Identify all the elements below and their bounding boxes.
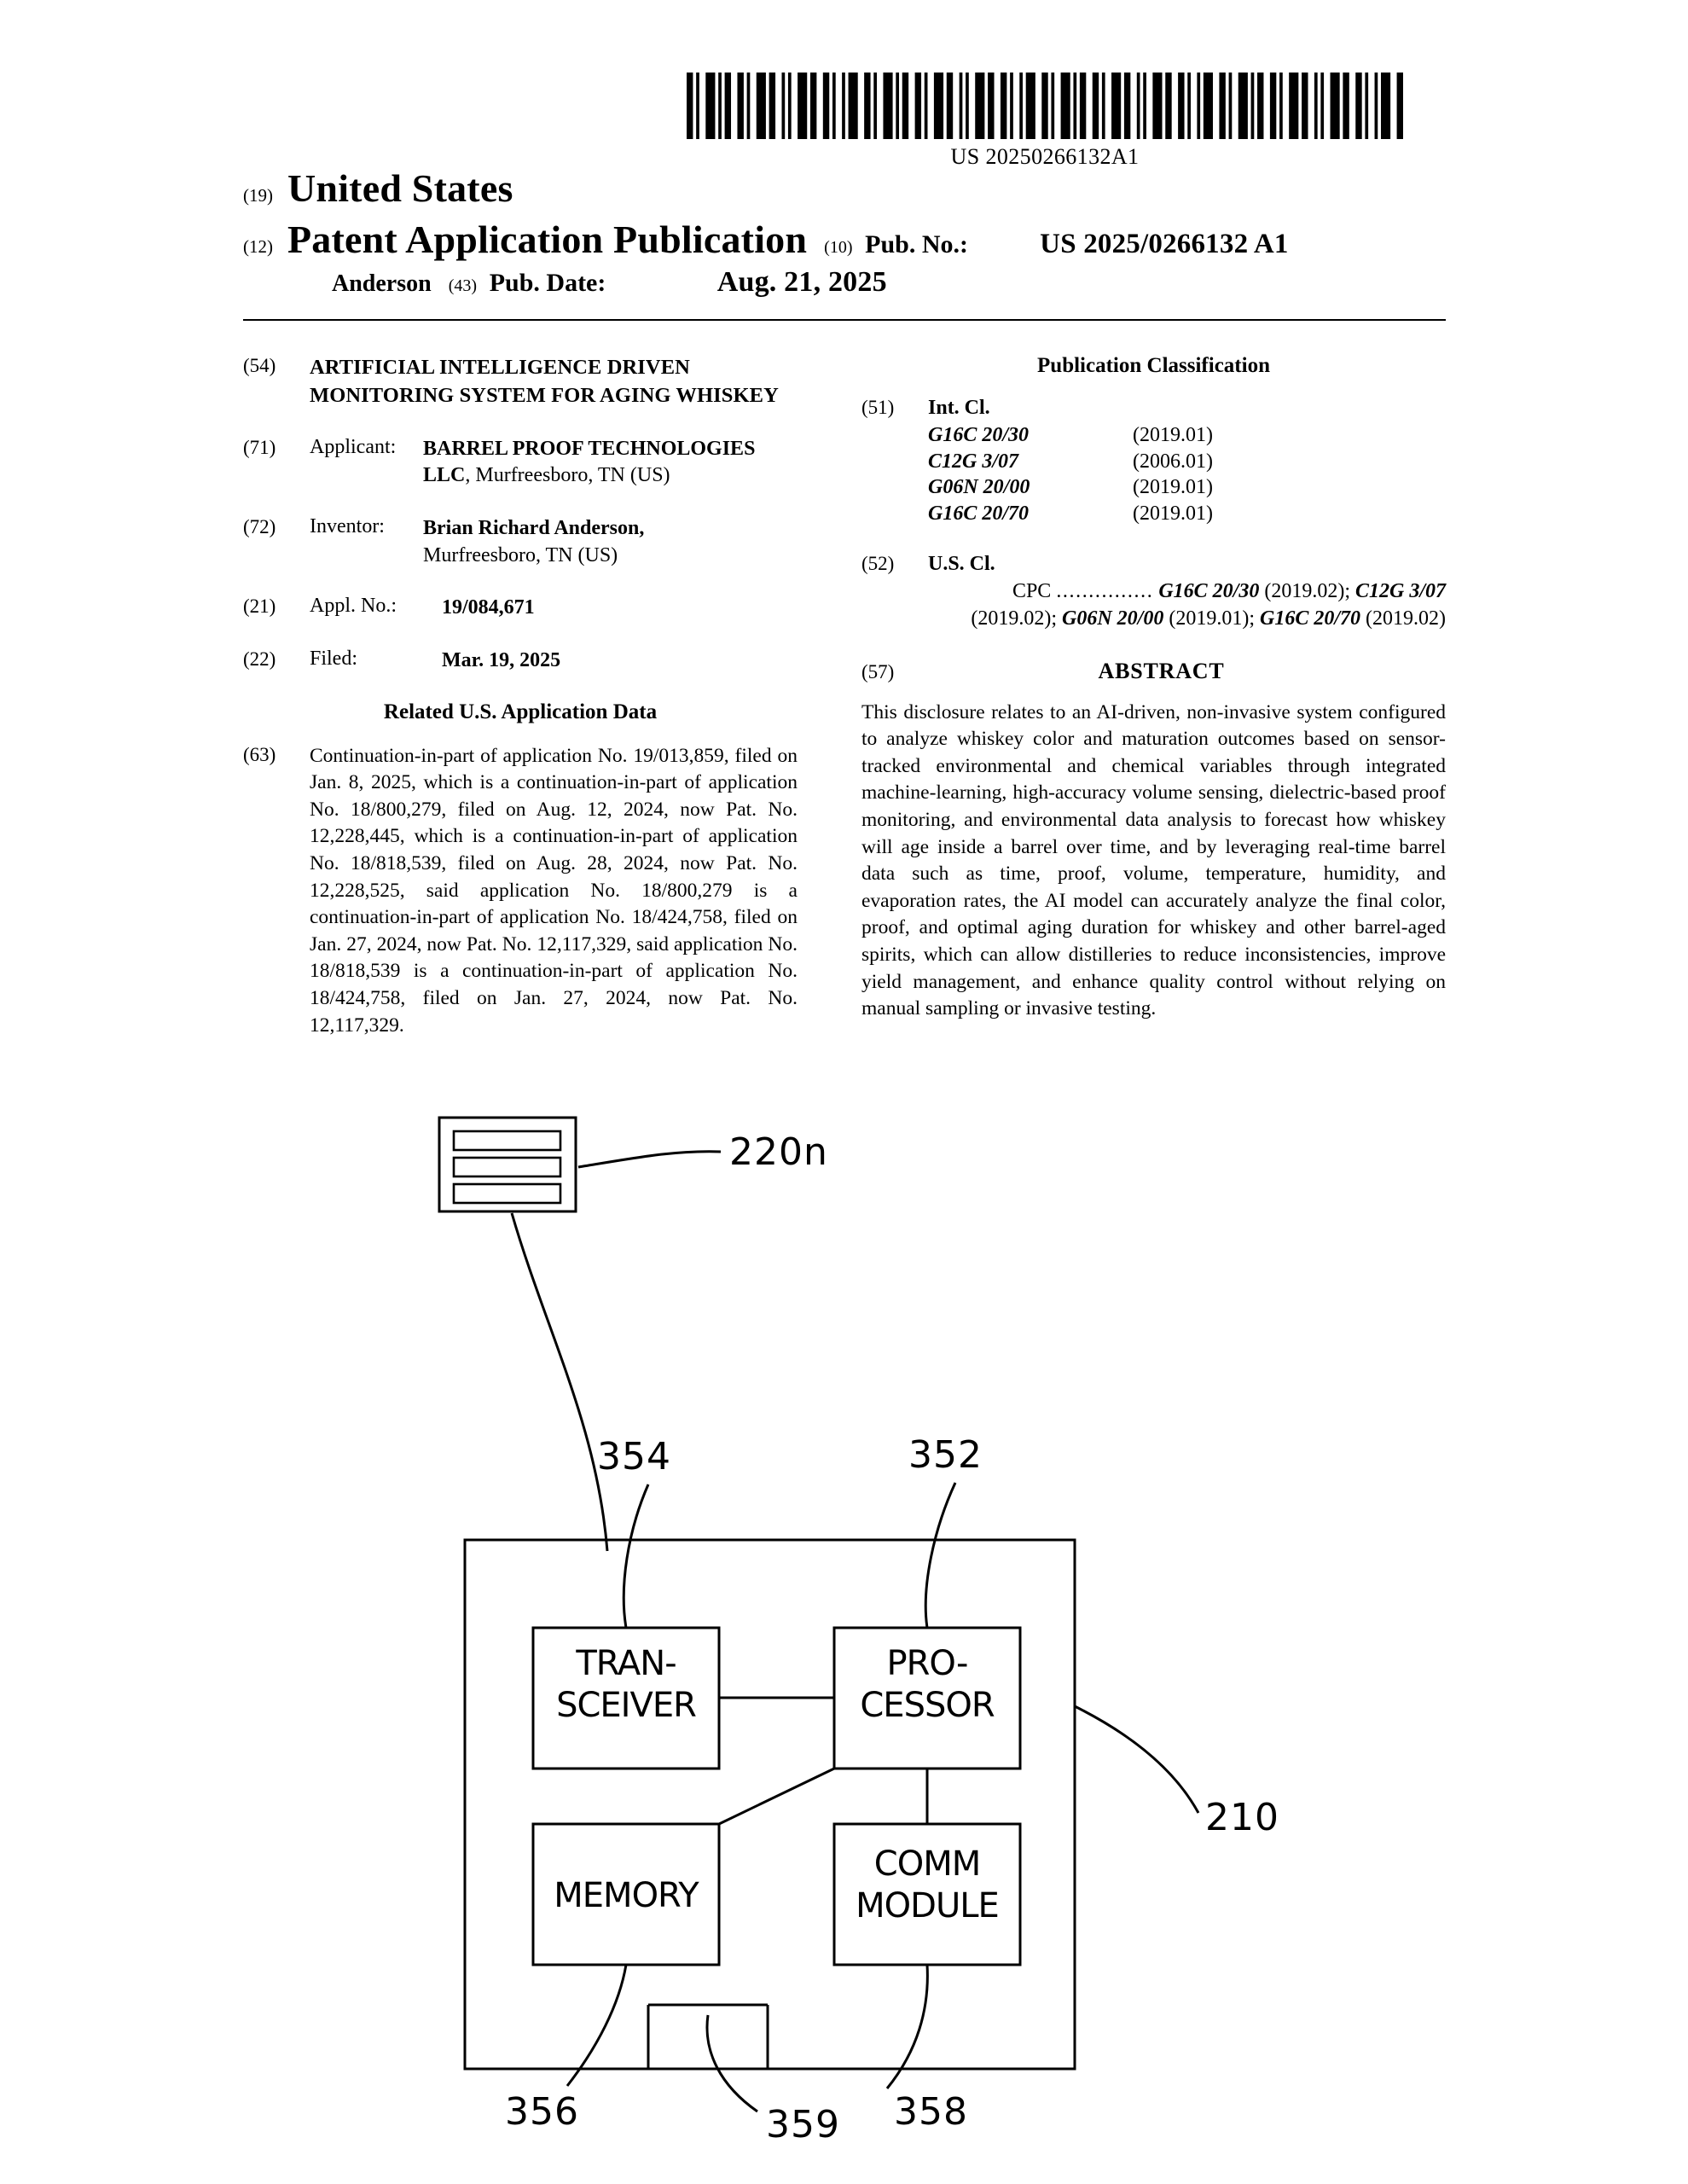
int-cl-code: C12G 3/07 [928, 450, 1019, 473]
invention-title: ARTIFICIAL INTELLIGENCE DRIVEN MONITORING SYSTEM FOR AGING WHISKEY [310, 356, 779, 407]
applicant-address: , Murfreesboro, TN (US) [465, 464, 670, 487]
pub-date-wrap [449, 266, 1446, 299]
barcode-block [682, 73, 1407, 170]
server-stack-icon [439, 1118, 576, 1211]
code-51: (51) [861, 397, 895, 418]
appl-no-label: Appl. No.: [310, 595, 397, 618]
spacer-code [243, 286, 287, 291]
applicant-value [423, 436, 795, 490]
ref-354: 354 [597, 1435, 671, 1478]
cpc-ver-2: (2019.02); [971, 607, 1062, 630]
filed-entry [243, 648, 798, 675]
applicant-entry [243, 436, 798, 490]
code-19: (19) [243, 185, 273, 206]
inventor-entry [243, 515, 798, 569]
us-cl-entry [861, 553, 1446, 633]
ref-358: 358 [894, 2090, 968, 2134]
appl-no-value: 19/084,671 [442, 596, 535, 619]
comm-module-block [834, 1824, 1020, 1965]
int-cl-row [928, 422, 1446, 449]
int-cl-row [928, 449, 1446, 475]
country-name: United States [287, 166, 513, 210]
cpc-ver-1: (2019.02); [1259, 579, 1355, 602]
document-header [243, 166, 1446, 299]
leader-line-210 [1075, 1706, 1198, 1813]
inventor-label: Inventor: [310, 515, 385, 537]
header-divider [243, 319, 1446, 321]
applicant-name: BARREL PROOF TECHNOLOGIES LLC [423, 437, 756, 487]
leader-line-220n [578, 1152, 721, 1167]
cpc-code-1: G16C 20/30 [1158, 579, 1260, 602]
code-57: (57) [861, 660, 895, 682]
int-cl-body [928, 397, 1446, 527]
doctype-row [243, 218, 1446, 262]
inventor-surname: Anderson [332, 270, 432, 298]
processor-label-line1: PRO- [886, 1644, 968, 1683]
code-54: (54) [243, 355, 276, 376]
pub-no-value: US 2025/0266132 A1 [1040, 228, 1289, 259]
cpc-ver-3: (2019.01); [1163, 607, 1260, 630]
cpc-code-2: C12G 3/07 [1354, 579, 1446, 602]
publication-number-under-barcode: US 20250266132A1 [950, 144, 1140, 169]
code-72: (72) [243, 516, 276, 537]
cpc-block [928, 578, 1446, 633]
inventor-body [310, 515, 798, 569]
us-cl-body [928, 553, 1446, 633]
cpc-ver-4: (2019.02) [1360, 607, 1446, 630]
inventor-address: Murfreesboro, TN (US) [423, 543, 618, 566]
ref-356: 356 [505, 2090, 579, 2134]
related-application-heading: Related U.S. Application Data [383, 700, 658, 723]
surname-and-date-row [243, 266, 1446, 299]
pub-no-row [824, 229, 1446, 260]
title-entry [243, 354, 798, 410]
cpc-label: CPC [1012, 579, 1052, 602]
right-column [861, 354, 1446, 1023]
processor-label-line2: CESSOR [860, 1686, 995, 1725]
code-43: (43) [448, 276, 478, 296]
pub-date-row [449, 266, 1446, 299]
ref-210: 210 [1205, 1796, 1279, 1839]
document-type: Patent Application Publication [287, 217, 808, 261]
int-cl-code: G16C 20/70 [928, 502, 1030, 526]
abstract-heading-row [861, 659, 1446, 684]
int-cl-version: (2019.01) [1133, 476, 1213, 499]
transceiver-block [533, 1628, 719, 1769]
leader-line-352 [925, 1483, 955, 1628]
ref-359: 359 [766, 2103, 840, 2146]
cpc-code-4a: G16C [1260, 607, 1309, 630]
int-cl-code: G06N 20/00 [928, 476, 1030, 499]
cpc-dots: ............... [1056, 579, 1154, 602]
figure-block-diagram [0, 1058, 1688, 2184]
abstract-title: ABSTRACT [1098, 658, 1225, 683]
code-71: (71) [243, 436, 276, 458]
country-row [243, 166, 1446, 211]
filed-value: Mar. 19, 2025 [442, 649, 561, 672]
int-cl-entry [861, 397, 1446, 527]
memory-block [533, 1824, 719, 1965]
code-63: (63) [243, 743, 276, 765]
applicant-body [310, 436, 798, 490]
comm-module-label-line1: COMM [873, 1844, 981, 1884]
code-21: (21) [243, 595, 276, 618]
pub-no-label: Pub. No.: [865, 229, 969, 258]
leader-line-server-to-device [512, 1213, 607, 1551]
inventor-full-name: Brian Richard Anderson, [423, 517, 645, 539]
cpc-code-3: G06N 20/00 [1062, 607, 1164, 630]
int-cl-version: (2006.01) [1133, 450, 1213, 473]
device-enclosure-210 [465, 1540, 1075, 2069]
abstract-text: This disclosure relates to an AI-driven, non-invasive system configured to analyze whiskey color and maturation outcomes based on sensor-tracked environmental and chemical variables through integrated machine-learning, high-accuracy volume sensing, dielectric-based proof monitoring, and environmental data analysis to forecast how whiskey will age inside a barrel over time, and by leveraging real-time barrel data such as time, proof, volume, temperature, humidity, and evaporation rates, the AI model can accurately analyze the final color, proof, and optimal aging duration for whiskey and other barrel-aged spirits, which can allow distilleries to reduce inconsistencies, improve yield management, and enhance quality control without relying on manual sampling or invasive testing. [861, 700, 1446, 1020]
publication-info [824, 229, 1446, 260]
applicant-label: Applicant: [310, 435, 397, 458]
leader-line-354 [624, 1484, 648, 1628]
code-22: (22) [243, 648, 276, 671]
int-cl-version: (2019.01) [1133, 424, 1213, 446]
processor-block [834, 1628, 1020, 1769]
pub-date-value: Aug. 21, 2025 [716, 266, 887, 299]
code-12: (12) [243, 235, 273, 257]
cpc-code-4b: 20/70 [1314, 607, 1361, 630]
int-cl-code: G16C 20/30 [928, 424, 1030, 446]
code-52: (52) [861, 552, 895, 574]
filed-label: Filed: [310, 648, 358, 671]
int-cl-row [928, 474, 1446, 501]
related-entry [243, 743, 798, 1040]
related-application-text: Continuation-in-part of application No. 19/013,859, filed on Jan. 8, 2025, which is a continuation-in-part of application No. 18/800,279, filed on Aug. 12, 2024, now Pat. No. 12,228,445, which is a continuation-in-part of application No. 18/818,539, filed on Aug. 28, 2024, now Pat. No. 12,228,525, said application No. 18/800,279 is a continuation-in-part of application No. 18/424,758, filed on Jan. 27, 2024, now Pat. No. 12,117,329, said application No. 18/818,539 is a continuation-in-part of application No. 18/424,758, filed on Jan. 27, 2024, now Pat. No. 12,117,329. [310, 744, 798, 1037]
comm-module-label-line2: MODULE [856, 1886, 999, 1926]
ref-352: 352 [908, 1433, 983, 1477]
us-cl-label: U.S. Cl. [928, 552, 995, 575]
int-cl-row [928, 501, 1446, 527]
inventor-value [423, 515, 795, 569]
code-10: (10) [824, 237, 853, 257]
filed-body [310, 648, 798, 675]
transceiver-label-line2: SCEIVER [556, 1686, 696, 1725]
appl-no-body [310, 595, 798, 622]
memory-label: MEMORY [554, 1876, 699, 1915]
connector-processor-memory [719, 1769, 834, 1824]
int-cl-label: Int. Cl. [928, 397, 990, 419]
left-column [243, 354, 798, 1065]
ref-220n: 220n [729, 1130, 828, 1174]
publication-classification-heading: Publication Classification [1037, 354, 1270, 377]
transceiver-label-line1: TRAN- [576, 1644, 676, 1683]
appl-no-entry [243, 595, 798, 622]
pub-date-label: Pub. Date: [489, 269, 606, 298]
int-cl-version: (2019.01) [1133, 502, 1213, 526]
barcode-image [687, 73, 1403, 139]
leader-line-359 [707, 2015, 757, 2111]
